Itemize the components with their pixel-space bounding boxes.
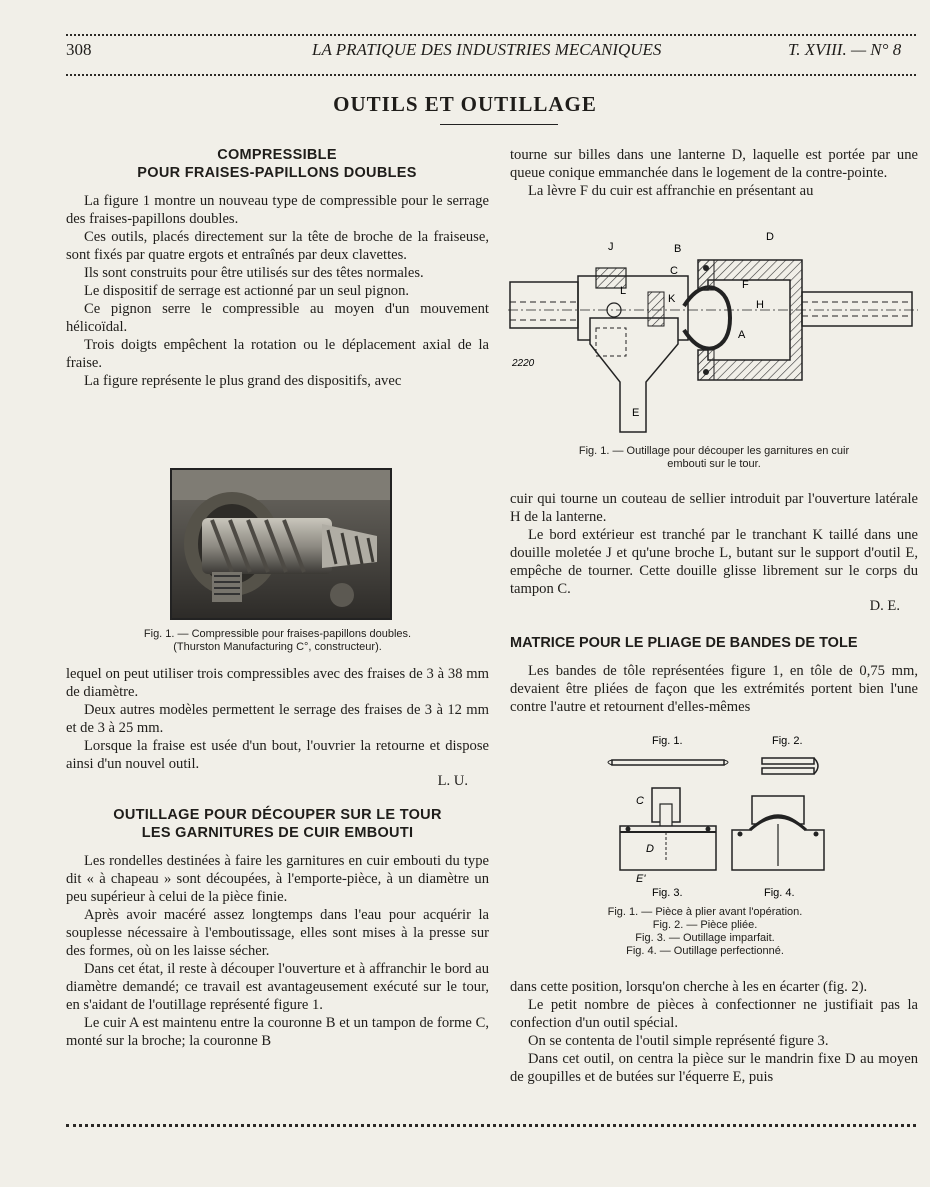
label-F: F [742, 279, 749, 291]
article3-captions: Fig. 1. — Pièce à plier avant l'opération. Fig. 2. — Pièce pliée. Fig. 3. — Outillage imparfait. Fig. 4. — Outillage perfectionné. [607, 906, 803, 957]
article2-body-b: tourne sur billes dans une lanterne D, laquelle est portée par une queue conique emmanchée dans le logement de la contre-pointe. La lèvre F du cuir est affranchie en présentant au [510, 147, 918, 199]
journal-title: LA PRATIQUE DES INDUSTRIES MECANIQUES [312, 40, 662, 59]
main-title: OUTILS ET OUTILLAGE [333, 92, 597, 116]
fig3-label-D: D [646, 843, 654, 855]
label-A: A [738, 329, 746, 341]
fig3-label-E: E' [636, 873, 646, 885]
label-E: E [632, 407, 640, 419]
figure-number: 2220 [512, 358, 535, 369]
article2-body-a: Les rondelles destinées à faire les garnitures en cuir embouti du type dit « à chapeau » sont découpées, à l'emporte-pièce, à un diamètre un peu supérieur à celui de la pièce finie. Après avoir macéré assez longtemps dans l'eau pour acquérir la souplesse nécessaire à l'emboutissage, elles sont mises à la presse sur des formes, où on les laisse sécher. Dans cet état, il reste à découper l'ouverture et à affranchir le bord au diamètre demandé; ce travail est avantageusement exécuté sur le tour, en s'aidant de l'outillage représenté figure 1. Le cuir A est maintenu entre la couronne B et un tampon de forme C, monté sur la broche; la couronne B [66, 853, 489, 1049]
label-J: J [608, 241, 614, 253]
title-underline [440, 124, 558, 125]
compressible-photo [170, 468, 392, 620]
label-B: B [674, 243, 682, 255]
fig3-label-C: C [636, 795, 644, 807]
article3-title: MATRICE POUR LE PLIAGE DE BANDES DE TOLE [510, 635, 858, 651]
label-H: H [756, 299, 764, 311]
label-K: K [668, 293, 676, 305]
header-top-rule [66, 34, 916, 36]
fig2-label: Fig. 2. [772, 735, 803, 747]
article3-body-b: dans cette position, lorsqu'on cherche à les en écarter (fig. 2). Le petit nombre de pièces à confectionner ne justifiait pas la confection d'un outil spécial. On se contenta de l'outil simple représenté figure 3. Dans cet outil, on centra la pièce sur le mandrin fixe D au moyen de goupilles et de butées sur l'équerre E, puis [510, 979, 918, 1085]
article1-body-a: La figure 1 montre un nouveau type de compressible pour le serrage des fraises-papillons doubles. Ces outils, placés directement sur la tête de broche de la fraiseuse, sont fixés par quatre ergots et entraînés par deux clavettes. Ils sont construits pour être utilisés sur des têtes normales. Le dispositif de serrage est actionné par un seul pignon. Ce pignon serre le compressible au moyen d'un mouvement hélicoïdal. Trois doigts empêchent la rotation ou le déplacement axial de la fraise. La figure représente le plus grand des dispositifs, avec [66, 193, 489, 389]
label-L: L [620, 285, 627, 297]
footer-rule [66, 1124, 916, 1127]
bending-die-figures [600, 730, 840, 900]
page-number: 308 [66, 40, 92, 59]
article1-signature: L. U. [437, 773, 468, 789]
article2-body-c: cuir qui tourne un couteau de sellier introduit par l'ouverture latérale H de la lanterne. Le bord extérieur est tranché par le tranchant K taillé dans une douille moletée J et qu'une broche L, butant sur le support d'outil E, empêche de tourner. Cette douille glisse librement sur le corps du tampon C. [510, 491, 918, 597]
article3-body-a: Les bandes de tôle représentées figure 1, en tôle de 0,75 mm, devaient être pliées de façon que les extrémités portent bien l'une contre l'autre et retournent d'elles-mêmes [510, 663, 918, 715]
article1-body-b: lequel on peut utiliser trois compressibles avec des fraises de 3 à 38 mm de diamètre. Deux autres modèles permettent le serrage des fraises de 3 à 12 mm et de 3 à 25 mm. Lorsque la fraise est usée d'un bout, l'ouvrier la retourne et dispose ainsi d'un nouvel outil. [66, 666, 489, 772]
lathe-tooling-diagram [508, 232, 918, 440]
fig3-title: Fig. 3. [652, 887, 683, 899]
fig4-title: Fig. 4. [764, 887, 795, 899]
fig1-label: Fig. 1. [652, 735, 683, 747]
label-C: C [670, 265, 678, 277]
article1-fig-caption: Fig. 1. — Compressible pour fraises-papillons doubles. (Thurston Manufacturing C°, constructeur). [143, 628, 412, 653]
header-bottom-rule [66, 74, 916, 76]
article1-title: COMPRESSIBLE POUR FRAISES-PAPILLONS DOUBLES [137, 147, 417, 181]
volume-number: T. XVIII. — N° 8 [788, 40, 902, 59]
label-D: D [766, 232, 774, 243]
article2-signature: D. E. [869, 598, 900, 614]
article2-title: OUTILLAGE POUR DÉCOUPER SUR LE TOUR LES GARNITURES DE CUIR EMBOUTI [113, 807, 442, 841]
article2-fig-caption: Fig. 1. — Outillage pour découper les garnitures en cuir embouti sur le tour. [578, 445, 850, 470]
